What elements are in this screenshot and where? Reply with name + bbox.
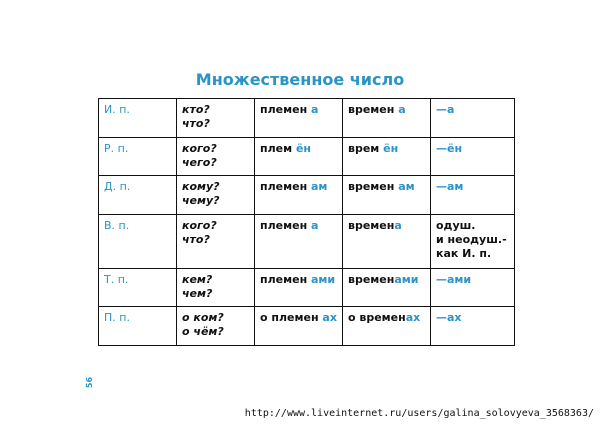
page-number: 56: [85, 376, 95, 389]
word-form-vremya: времен а: [343, 99, 431, 138]
page-title: Множественное число: [195, 70, 405, 89]
word-form-plemya: племен а: [255, 214, 343, 268]
word-form-vremya: врем ён: [343, 137, 431, 176]
case-questions: кого? что?: [177, 214, 255, 268]
ending: —ами: [431, 268, 515, 307]
table-row: [99, 137, 515, 176]
declension-table: [98, 98, 515, 346]
word-form-plemya: племен а: [255, 99, 343, 138]
word-form-vremya: временами: [343, 268, 431, 307]
case-questions: кого? чего?: [177, 137, 255, 176]
word-form-vremya: времен ам: [343, 176, 431, 215]
case-label: Д. п.: [99, 176, 177, 215]
case-questions: кем? чем?: [177, 268, 255, 307]
table-row: [99, 268, 515, 307]
case-questions: о ком? о чём?: [177, 307, 255, 346]
table-row: [99, 307, 515, 346]
table-row: [99, 214, 515, 268]
word-form-plemya: плем ён: [255, 137, 343, 176]
animacy-note: одуш. и неодуш.- как И. п.: [431, 214, 515, 268]
ending: —а: [431, 99, 515, 138]
ending: —ах: [431, 307, 515, 346]
word-form-plemya: племен ами: [255, 268, 343, 307]
case-label: В. п.: [99, 214, 177, 268]
case-label: И. п.: [99, 99, 177, 138]
case-label: Р. п.: [99, 137, 177, 176]
table-row: [99, 176, 515, 215]
case-questions: кому? чему?: [177, 176, 255, 215]
case-label: П. п.: [99, 307, 177, 346]
word-form-plemya: племен ам: [255, 176, 343, 215]
source-url: http://www.liveinternet.ru/users/galina_solovyeva_3568363/: [244, 408, 594, 419]
table-row: [99, 99, 515, 138]
ending: —ам: [431, 176, 515, 215]
word-form-vremya: о временах: [343, 307, 431, 346]
case-questions: кто? что?: [177, 99, 255, 138]
case-label: Т. п.: [99, 268, 177, 307]
word-form-vremya: времена: [343, 214, 431, 268]
word-form-plemya: о племен ах: [255, 307, 343, 346]
ending: —ён: [431, 137, 515, 176]
